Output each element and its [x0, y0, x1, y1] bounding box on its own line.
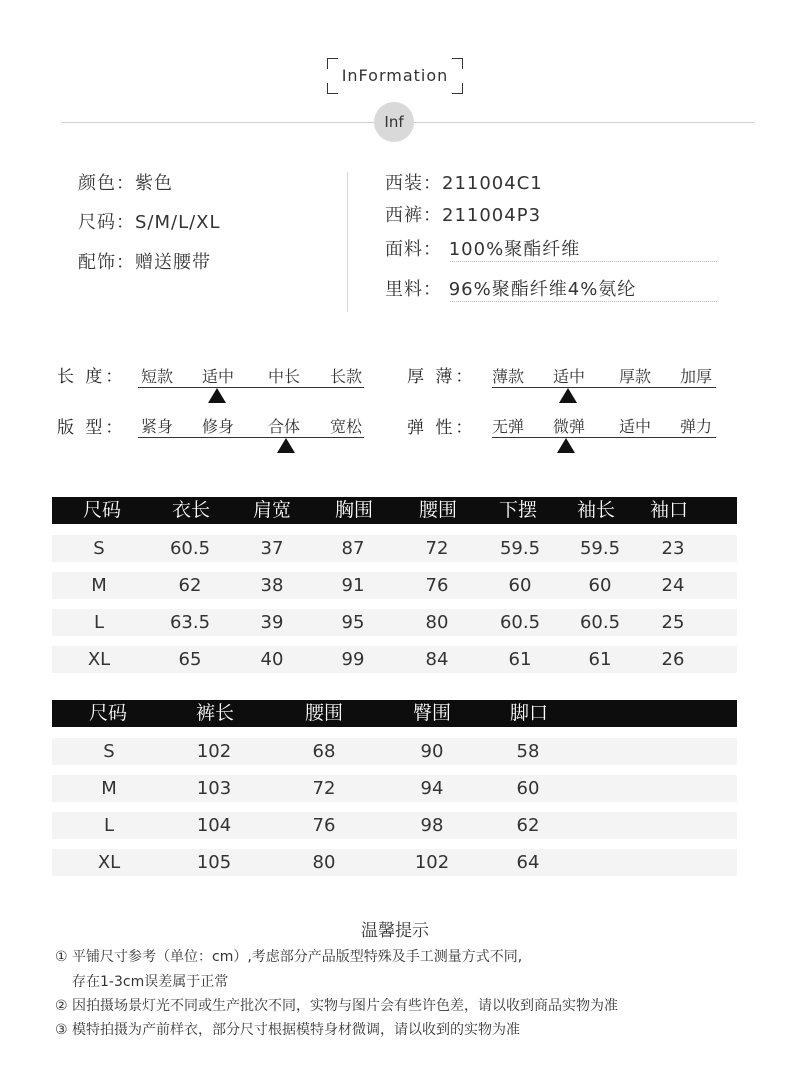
- table-row: [52, 775, 737, 802]
- page-title: InFormation: [341, 66, 449, 85]
- selected-indicator-icon: [208, 388, 226, 403]
- table-cell: 102: [414, 852, 450, 873]
- table-cell: 68: [312, 741, 336, 762]
- info-size: [78, 208, 221, 234]
- table-cell: 94: [420, 778, 444, 799]
- tip-item: 存在1-3cm误差属于正常: [72, 974, 229, 990]
- table-cell: 60: [516, 778, 540, 799]
- table-cell: 59.5: [499, 538, 541, 559]
- info-key: 西裤：: [385, 205, 442, 226]
- info-jacket-code: [385, 169, 543, 195]
- table-cell: 64: [516, 852, 540, 873]
- scale-line-elasticity: [492, 437, 716, 438]
- table-row: [52, 535, 737, 562]
- table-cell: 62: [516, 815, 540, 836]
- table-cell: 58: [516, 741, 540, 762]
- table-row: [52, 609, 737, 636]
- column-header: 袖长: [576, 499, 615, 521]
- selected-indicator-icon: [559, 388, 577, 403]
- table-row: [52, 812, 737, 839]
- scale-option: 适中: [202, 367, 235, 386]
- table-cell: XL: [87, 649, 111, 670]
- info-value: S/M/L/XL: [135, 212, 221, 233]
- scale-option: 加厚: [680, 367, 713, 386]
- info-value: 211004P3: [442, 205, 542, 226]
- info-key: 里料：: [385, 279, 442, 300]
- scale-option: 无弹: [492, 417, 525, 436]
- scale-option: 长款: [330, 367, 363, 386]
- info-value: 211004C1: [442, 173, 543, 194]
- tip-item: ② 因拍摄场景灯光不同或生产批次不同，实物与图片会有些许色差，请以收到商品实物为准: [55, 998, 618, 1014]
- table-cell: 61: [588, 649, 612, 670]
- table-cell: 105: [196, 852, 232, 873]
- table-row: [52, 646, 737, 673]
- table-cell: S: [103, 741, 115, 762]
- info-value: 赠送腰带: [135, 252, 211, 273]
- jacket-table-header: [52, 497, 737, 524]
- tip-item: ① 平铺尺寸参考（单位：cm）,考虑部分产品版型特殊及手工测量方式不同,: [55, 949, 523, 965]
- column-header: 尺码: [82, 499, 121, 521]
- info-value: 96%聚酯纤维4%氨纶: [448, 279, 637, 300]
- table-row: [52, 572, 737, 599]
- table-cell: M: [91, 575, 107, 596]
- table-cell: 40: [260, 649, 284, 670]
- scale-option: 适中: [553, 367, 586, 386]
- column-header: 臀围: [412, 702, 451, 724]
- table-cell: 38: [260, 575, 284, 596]
- column-header: 肩宽: [252, 499, 291, 521]
- scale-label-length: 长 度：: [57, 367, 126, 387]
- fabric-underline: [450, 261, 717, 262]
- table-cell: 60: [508, 575, 532, 596]
- table-cell: 98: [420, 815, 444, 836]
- selected-indicator-icon: [277, 438, 295, 453]
- column-header: 衣长: [171, 499, 210, 521]
- table-cell: 72: [312, 778, 336, 799]
- selected-indicator-icon: [557, 438, 575, 453]
- scale-option: 中长: [268, 367, 301, 386]
- info-color: [78, 169, 173, 195]
- table-cell: 104: [196, 815, 232, 836]
- table-cell: 62: [178, 575, 202, 596]
- table-cell: 26: [661, 649, 685, 670]
- title-frame: [327, 58, 463, 94]
- column-header: 下摆: [498, 499, 537, 521]
- pants-table-header: [52, 700, 737, 727]
- table-cell: 80: [312, 852, 336, 873]
- info-value: 100%聚酯纤维: [448, 239, 581, 260]
- column-header: 胸围: [334, 499, 373, 521]
- table-cell: 37: [260, 538, 284, 559]
- table-cell: 76: [425, 575, 449, 596]
- table-cell: 23: [661, 538, 685, 559]
- table-cell: 84: [425, 649, 449, 670]
- scale-option: 微弹: [553, 417, 586, 436]
- table-cell: 59.5: [579, 538, 621, 559]
- table-row: [52, 849, 737, 876]
- column-header: 腰围: [304, 702, 343, 724]
- table-row: [52, 738, 737, 765]
- table-cell: 102: [196, 741, 232, 762]
- scale-label-elasticity: 弹 性：: [407, 418, 476, 438]
- info-key: 面料：: [385, 239, 442, 260]
- tip-item: ③ 模特拍摄为产前样衣，部分尺寸根据模特身材微调，请以收到的实物为准: [55, 1022, 520, 1038]
- info-lining: [385, 275, 636, 301]
- table-cell: 95: [341, 612, 365, 633]
- info-value: 紫色: [135, 173, 173, 194]
- info-pants-code: [385, 201, 541, 227]
- table-cell: S: [93, 538, 105, 559]
- table-cell: 76: [312, 815, 336, 836]
- info-key: 颜色：: [78, 173, 135, 194]
- table-cell: M: [101, 778, 117, 799]
- lining-underline: [450, 301, 717, 302]
- table-cell: 61: [508, 649, 532, 670]
- scale-option: 弹力: [680, 417, 713, 436]
- column-header: 腰围: [418, 499, 457, 521]
- table-cell: 99: [341, 649, 365, 670]
- info-divider: [347, 172, 348, 312]
- table-cell: 72: [425, 538, 449, 559]
- scale-option: 短款: [141, 367, 174, 386]
- info-key: 西装：: [385, 173, 442, 194]
- table-cell: 90: [420, 741, 444, 762]
- table-cell: 25: [661, 612, 685, 633]
- scale-line-fit: [138, 437, 364, 438]
- table-cell: L: [93, 612, 105, 633]
- scale-option: 宽松: [330, 417, 363, 436]
- scale-line-length: [138, 387, 364, 388]
- table-cell: 65: [178, 649, 202, 670]
- scale-option: 合体: [268, 417, 301, 436]
- column-header: 脚口: [509, 702, 548, 724]
- scale-option: 紧身: [141, 417, 174, 436]
- column-header: 袖口: [649, 499, 688, 521]
- column-header: 裤长: [195, 702, 234, 724]
- table-cell: 103: [196, 778, 232, 799]
- scale-label-thickness: 厚 薄：: [407, 367, 476, 387]
- info-accessory: [78, 248, 211, 274]
- column-header: 尺码: [88, 702, 127, 724]
- table-cell: 80: [425, 612, 449, 633]
- table-cell: 24: [661, 575, 685, 596]
- scale-line-thickness: [492, 387, 716, 388]
- inf-badge: Inf: [374, 102, 414, 142]
- table-cell: 39: [260, 612, 284, 633]
- table-cell: 60: [588, 575, 612, 596]
- table-cell: XL: [97, 852, 121, 873]
- info-key: 尺码：: [78, 212, 135, 233]
- tips-title: 温馨提示: [361, 921, 429, 941]
- scale-option: 修身: [202, 417, 235, 436]
- scale-option: 薄款: [492, 367, 525, 386]
- info-fabric: [385, 235, 580, 261]
- scale-label-fit: 版 型：: [57, 418, 126, 438]
- table-cell: 60.5: [579, 612, 621, 633]
- scale-option: 适中: [619, 417, 652, 436]
- table-cell: 60.5: [499, 612, 541, 633]
- table-cell: 91: [341, 575, 365, 596]
- table-cell: 87: [341, 538, 365, 559]
- info-key: 配饰：: [78, 252, 135, 273]
- table-cell: 63.5: [169, 612, 211, 633]
- table-cell: 60.5: [169, 538, 211, 559]
- table-cell: L: [103, 815, 115, 836]
- scale-option: 厚款: [619, 367, 652, 386]
